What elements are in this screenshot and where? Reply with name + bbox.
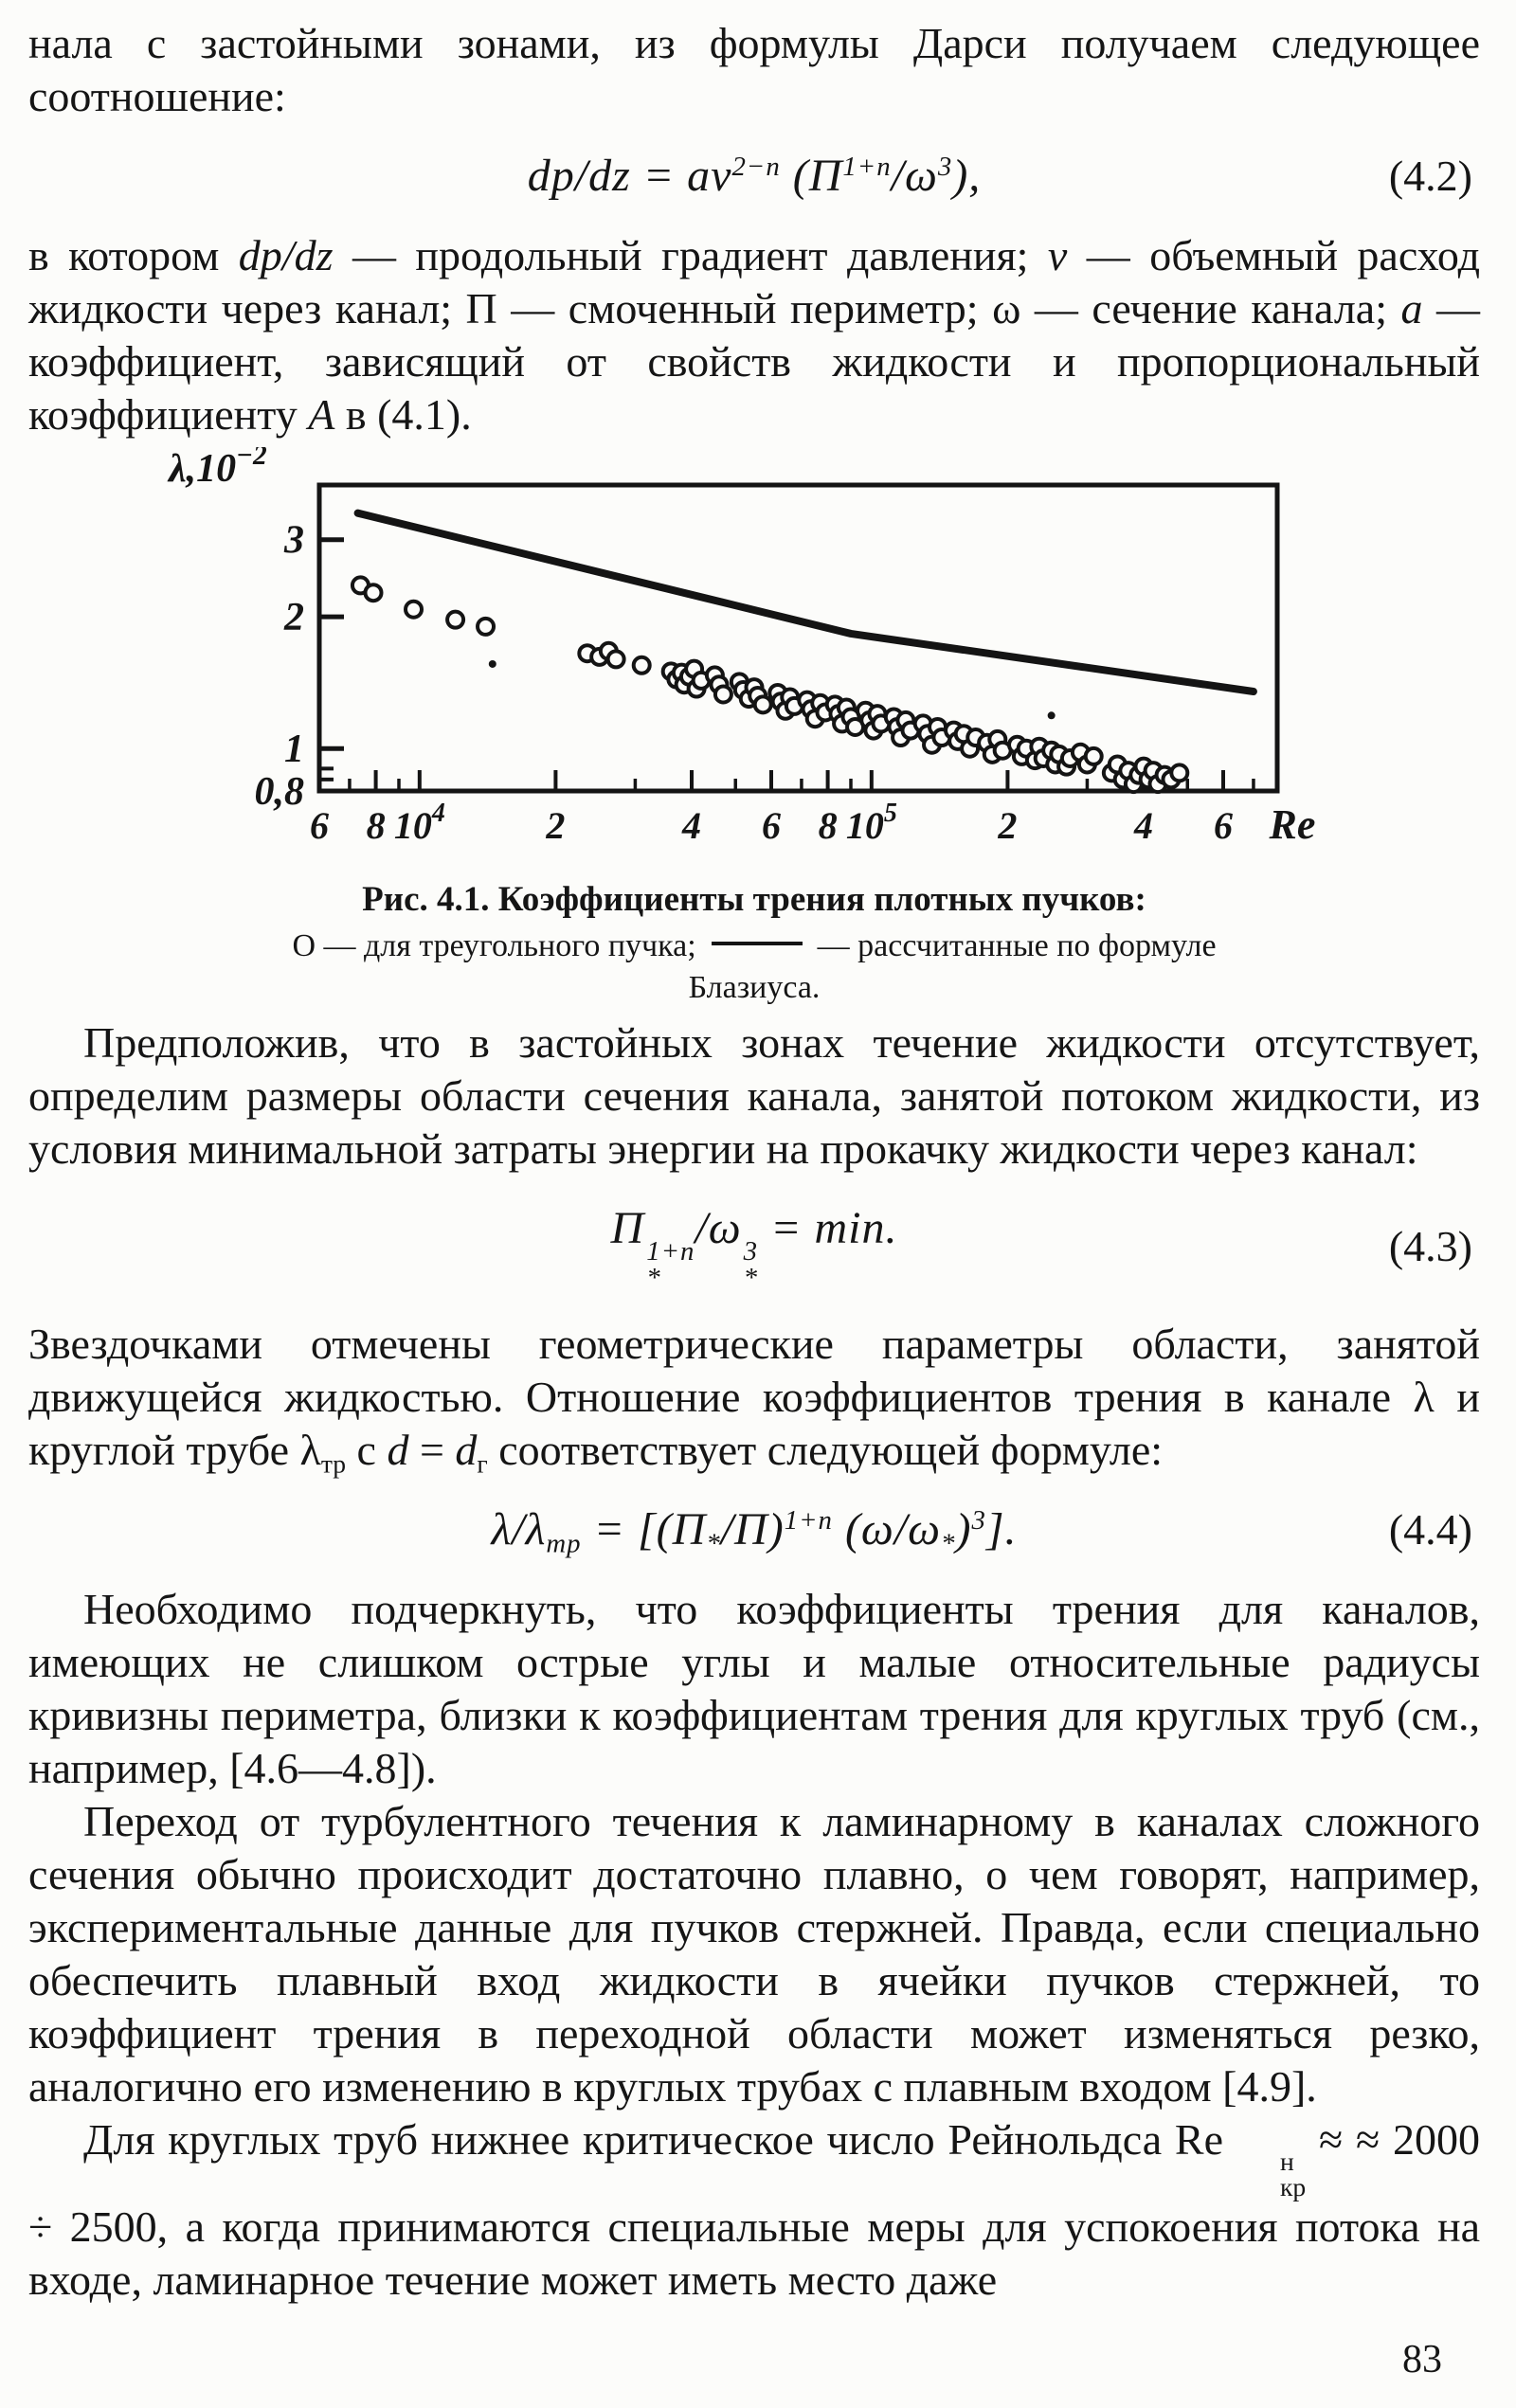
blasius-line-sample [712, 942, 803, 945]
svg-text:8: 8 [366, 804, 386, 847]
figure-caption-legend [233, 925, 1275, 1009]
friction-chart [28, 447, 1480, 869]
svg-text:6: 6 [762, 804, 782, 847]
page-number: 83 [1402, 2338, 1442, 2381]
equation-4-4-number: (4.4) [1388, 1504, 1472, 1554]
svg-text:Re: Re [1269, 801, 1316, 848]
svg-text:2: 2 [284, 596, 304, 640]
svg-text:1: 1 [284, 728, 304, 772]
svg-text:4: 4 [1134, 804, 1154, 847]
figure-4-1 [28, 447, 1480, 1009]
paragraph-transition: Переход от турбулентного течения к ламинарному в каналах сложного сечения обычно происходит достаточно плавно, о чем говорят, например, экспериментальные данные для пучков стержней. Правда, если специально обеспечить плавный вход жидкости в ячейки пучков стержней, то коэффициент трения в переходной области может изменяться резко, аналогично его изменению в круглых трубах с плавным входом [4.9]. [28, 1796, 1480, 2111]
figure-caption-title: Рис. 4.1. Коэффициенты трения плотных пучков: [362, 880, 1146, 919]
equation-4-4 [28, 1501, 1480, 1558]
svg-text:λ,10−2: $\lambda,10^{-2}$ [169, 447, 267, 491]
paragraph-intro: нала с застойными зонами, из формулы Дарси получаем следующее соотношение: [28, 19, 1480, 120]
svg-text:105: $10^5$ [845, 799, 897, 847]
svg-text:4: 4 [682, 804, 702, 847]
figure-caption [28, 878, 1480, 1009]
paragraph-assumption: Предположив, что в застойных зонах течение жидкости отсутствует, определим размеры области сечения канала, занятой потоком жидкости, из условия минимальной затраты энергии на прокачку жидкости через канал: [28, 1018, 1480, 1173]
equation-4-3 [28, 1200, 1480, 1293]
friction-chart-svg [28, 447, 1374, 856]
svg-text:3: 3 [284, 518, 304, 563]
equation-4-2-number: (4.2) [1388, 152, 1472, 200]
svg-text:6: 6 [310, 804, 329, 847]
equation-4-2 [28, 148, 1480, 205]
equation-4-3-body: Π 1+n * /ω 3 * = min. [610, 1203, 898, 1294]
svg-text:0,8: 0,8 [254, 770, 304, 814]
legend-line-label: — рассчитанные по формуле Блазиуса. [688, 928, 1217, 1005]
paragraph-definitions: в котором dp/dz — продольный градиент давления; v — объемный расход жидкости через канал; П — смоченный периметр; ω — сечение канала; а — коэффициент, зависящий от свойств жидкости и пропорциональный коэффициенту А в (4.1). [28, 231, 1481, 439]
paragraph-asterisks: Звездочками отмечены геометрические параметры области, занятой движущейся жидкостью. Отношение коэффициентов трения в канале λ и круглой трубе $\lambda_{тр}$ с $d = d_г$ соответствует следующей формуле: [28, 1319, 1480, 1478]
paragraph-reynolds: Для круглых труб нижнее критическое число Рейнольдса Re н кр ≈ ≈ 2000 ÷ 2500, а когда принимаются специальные меры для успокоения потока на входе, ламинарное течение может иметь место даже [28, 2114, 1480, 2304]
equation-4-3-number: (4.3) [1388, 1221, 1472, 1270]
paragraph-note: Необходимо подчеркнуть, что коэффициенты трения для каналов, имеющих не слишком острые углы и малые относительные радиусы кривизны периметра, близки к коэффициентам трения для круглых труб (см., например, [4.6—4.8]). [28, 1584, 1480, 1792]
svg-text:104: $10^4$ [393, 799, 445, 847]
svg-text:2: 2 [998, 804, 1018, 847]
svg-text:2: 2 [546, 804, 566, 847]
svg-text:8: 8 [818, 804, 838, 847]
svg-text:6: 6 [1214, 804, 1234, 847]
equation-4-2-body: $dp/dz = av^{2-n}$ $(\Pi^{1+n}/\omega^3)$, [527, 151, 982, 201]
legend-circle-label: О — для треугольного пучка; [292, 928, 696, 963]
equation-4-4-body: $\lambda/\lambda_{тр} = [(\Pi_*/\Pi)^{1+n}$ $(\omega/\omega_*)^3$]. [491, 1503, 1018, 1559]
